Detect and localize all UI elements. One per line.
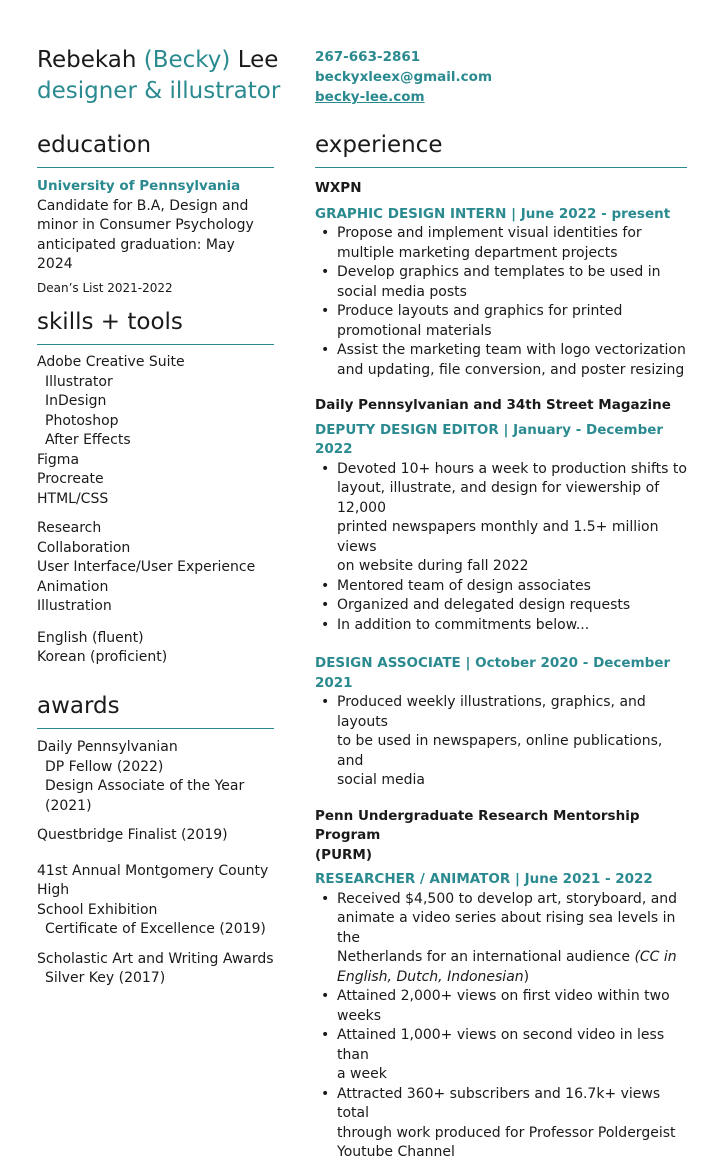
education-section (37, 131, 274, 296)
last-name: Lee (237, 47, 279, 73)
skills-section (37, 308, 274, 668)
edu-line: anticipated graduation: May 2024 (37, 236, 235, 272)
ability-item: User Interface/User Experience (37, 559, 256, 575)
award: Scholastic Art and Writing Awards (37, 950, 274, 967)
award: Questbridge Finalist (2019) (37, 827, 228, 843)
bullet-item: • Attained 1,000+ views on second video in less than a week (315, 1026, 687, 1085)
skill-item: Illustrator (45, 373, 113, 390)
section-title: experience (315, 132, 443, 158)
role-title: DEPUTY DESIGN EDITOR | January - December 2022 (315, 421, 664, 457)
ability-item: Illustration (37, 598, 112, 614)
bullet-item: • Organized and delegated design requests (315, 596, 687, 616)
bullet-item: • Assist the marketing team with logo vectorization and updating, file conversion, and poster resizing (315, 341, 687, 380)
role-title: DESIGN ASSOCIATE | October 2020 - December 2021 (315, 655, 671, 691)
bullet-item: • In addition to commitments below... (315, 616, 687, 636)
role-title: RESEARCHER / ANIMATOR | June 2021 - 2022 (315, 871, 653, 887)
divider (315, 167, 687, 168)
language-item: Korean (proficient) (37, 649, 168, 665)
award-sub: Design Associate of the Year (2021) (45, 778, 245, 814)
bullet-item: • Attained 2,000+ views on first video within two weeks (315, 987, 687, 1026)
skill-group: Adobe Creative Suite (37, 354, 185, 370)
section-title: education (37, 132, 152, 158)
bullet-list (315, 460, 687, 636)
bullet-item: • Devoted 10+ hours a week to production shifts to layout, illustrate, and design for viewership of 12,000 printed newspapers monthly and 1.5+ million views on website during fall 2022 (315, 460, 687, 577)
first-name: Rebekah (37, 47, 137, 73)
skill-item: Photoshop (45, 412, 119, 429)
bullet-list (315, 890, 687, 1163)
bullet-item: • Produce layouts and graphics for printed promotional materials (315, 302, 687, 341)
award-sub: Silver Key (2017) (45, 970, 166, 986)
awards-section (37, 692, 274, 989)
award: School Exhibition (37, 901, 158, 918)
ability-item: Collaboration (37, 539, 131, 556)
divider (37, 728, 274, 729)
skill-item: Procreate (37, 471, 104, 487)
skill-item: HTML/CSS (37, 490, 109, 507)
honor: Dean’s List 2021-2022 (37, 280, 173, 295)
section-title: awards (37, 693, 120, 719)
org-name: Penn Undergraduate Research Mentorship Program (PURM) (315, 807, 640, 863)
org-name: Daily Pennsylvanian and 34th Street Magazine (315, 397, 671, 413)
divider (37, 167, 274, 168)
bullet-item: • Produced weekly illustrations, graphics, and layouts to be used in newspapers, online publications, and social media (315, 693, 687, 791)
edu-line: minor in Consumer Psychology (37, 217, 254, 233)
skill-item: Figma (37, 451, 80, 468)
ability-item: Research (37, 520, 102, 536)
award: 41st Annual Montgomery County High (37, 862, 269, 898)
experience-section (315, 131, 687, 1163)
role-title: GRAPHIC DESIGN INTERN | June 2022 - present (315, 205, 671, 222)
award-sub: DP Fellow (2022) (45, 758, 164, 775)
name (37, 45, 278, 75)
phone[interactable]: 267-663-2861 (315, 49, 421, 65)
award: Daily Pennsylvanian (37, 739, 178, 755)
language-item: English (fluent) (37, 629, 144, 646)
nickname: (Becky) (143, 47, 231, 73)
bullet-item: • Mentored team of design associates (315, 577, 687, 597)
divider (37, 344, 274, 345)
ability-item: Animation (37, 578, 109, 595)
skill-item: InDesign (45, 393, 107, 409)
subtitle: designer & illustrator (37, 78, 281, 104)
bullet-item: • Received $4,500 to develop art, storyboard, and animate a video series about rising sea levels in the Netherlands for an international audience (CC in English, Dutch, Indonesian) (315, 890, 687, 988)
website-link[interactable]: becky-lee.com (315, 89, 425, 105)
edu-line: Candidate for B.A, Design and (37, 197, 249, 214)
skill-item: After Effects (45, 432, 131, 448)
email[interactable]: beckyxleex@gmail.com (315, 69, 493, 85)
bullet-item: • Develop graphics and templates to be used in social media posts (315, 263, 687, 302)
bullet-item: • Propose and implement visual identities for multiple marketing department projects (315, 224, 687, 263)
school: University of Pennsylvania (37, 178, 241, 194)
contact-block (315, 47, 492, 107)
award-sub: Certificate of Excellence (2019) (45, 921, 266, 937)
org-name: WXPN (315, 180, 362, 196)
bullet-list (315, 224, 687, 380)
bullet-list (315, 693, 687, 791)
bullet-item: • Attracted 360+ subscribers and 16.7k+ views total through work produced for Professor Poldergeist Youtube Channel (315, 1085, 687, 1163)
section-title: skills + tools (37, 309, 183, 335)
